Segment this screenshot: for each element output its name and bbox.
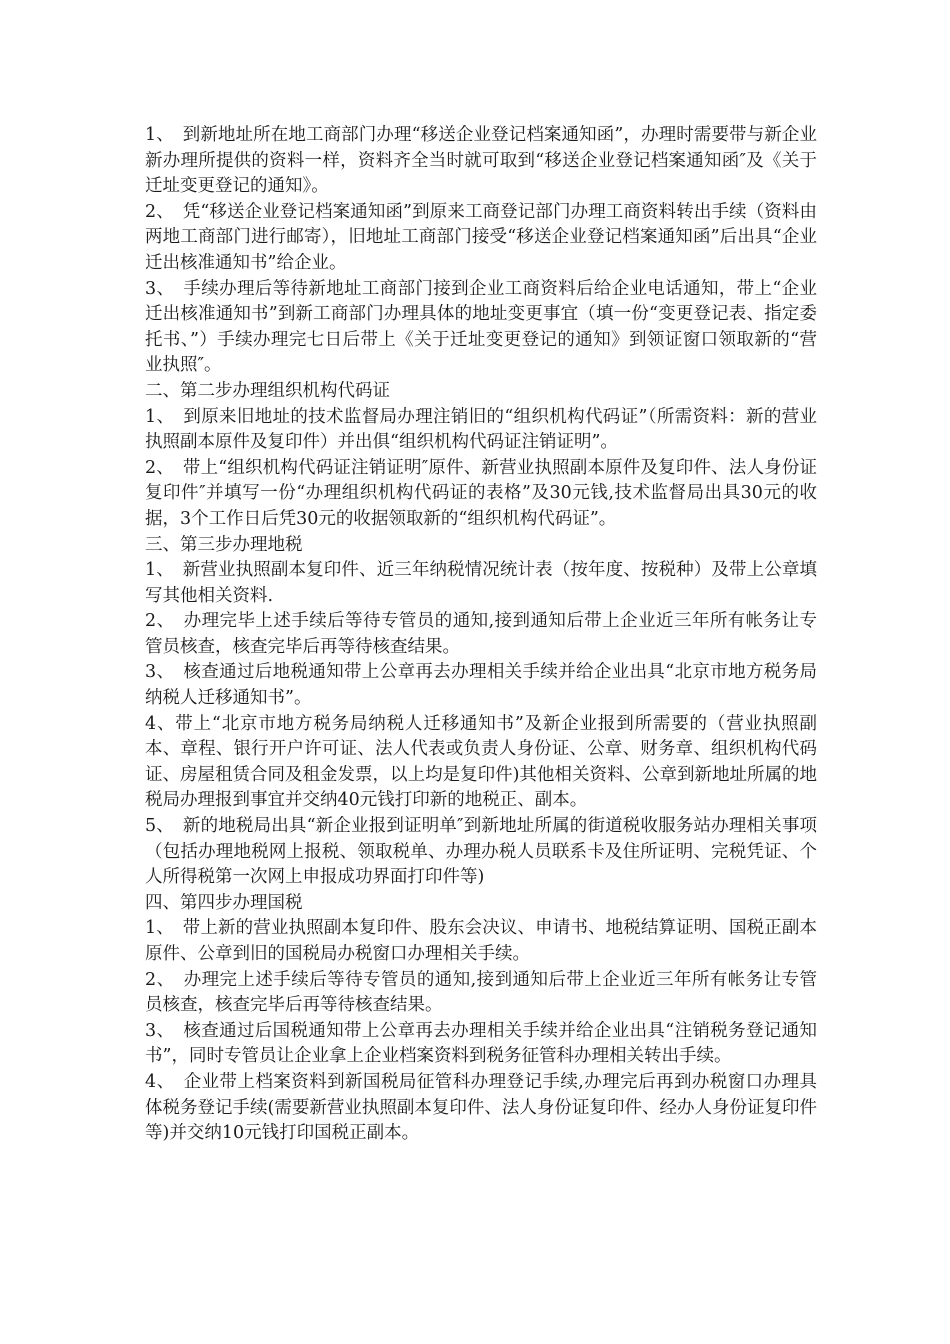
paragraph-step3-item3: 3、 核查通过后地税通知带上公章再去办理相关手续并给企业出具“北京市地方税务局纳税人迁移通知书”。 <box>145 662 817 709</box>
paragraph-step1-item3: 3、 手续办理后等待新地址工商部门接到企业工商资料后给企业电话通知，带上“企业迁出核准通知书”到新工商部门办理具体的地址变更事宜（填一份“变更登记表、指定委托书、”）手续办理完七日后带上《关于迁址变更登记的通知》到领证窗口领取新的“营业执照″。 <box>145 278 817 376</box>
paragraph-step4-item1: 1、 带上新的营业执照副本复印件、股东会决议、申请书、地税结算证明、国税正副本原件、公章到旧的国税局办税窗口办理相关手续。 <box>145 918 817 964</box>
paragraph-step4-item4: 4、 企业带上档案资料到新国税局征管科办理登记手续,办理完后再到办税窗口办理具体税务登记手续(需要新营业执照副本复印件、法人身份证复印件、经办人身份证复印件等)并交纳10元钱打印国税正副本。 <box>145 1071 817 1144</box>
paragraph-step4-item2: 2、 办理完上述手续后等待专管员的通知,接到通知后带上企业近三年所有帐务让专管员核查，核查完毕后再等待核查结果。 <box>145 969 817 1016</box>
paragraph-step1-item1: 1、 到新地址所在地工商部门办理“移送企业登记档案通知函”，办理时需要带与新企业新办理所提供的资料一样，资料齐全当时就可取到“移送企业登记档案通知函″及《关于迁址变更登记的通知》。 <box>145 125 817 197</box>
section-heading-step4: 四、第四步办理国税 <box>145 892 303 913</box>
section-heading-step3: 三、第三步办理地税 <box>145 534 303 555</box>
paragraph-step4-item3: 3、 核查通过后国税通知带上公章再去办理相关手续并给企业出具“注销税务登记通知书”，同时专管员让企业拿上企业档案资料到税务征管科办理相关转出手续。 <box>145 1020 817 1067</box>
paragraph-step2-item2: 2、 带上“组织机构代码证注销证明″原件、新营业执照副本原件及复印件、法人身份证复印件″并填写一份“办理组织机构代码证的表格”及30元钱,技术监督局出具30元的收据，3个工作日后凭30元的收据领取新的“组织机构代码证”。 <box>145 457 817 529</box>
paragraph-step3-item1: 1、 新营业执照副本复印件、近三年纳税情况统计表（按年度、按税种）及带上公章填写其他相关资料. <box>145 560 817 606</box>
section-heading-step2: 二、第二步办理组织机构代码证 <box>145 380 390 401</box>
paragraph-step1-item2: 2、 凭“移送企业登记档案通知函”到原来工商登记部门办理工商资料转出手续（资料由两地工商部门进行邮寄），旧地址工商部门接受“移送企业登记档案通知函”后出具“企业迁出核准通知书”给企业。 <box>145 201 817 273</box>
paragraph-step3-item4: 4、带上“北京市地方税务局纳税人迁移通知书”及新企业报到所需要的（营业执照副本、章程、银行开户许可证、法人代表或负责人身份证、公章、财务章、组织机构代码证、房屋租赁合同及租金发票，以上均是复印件)其他相关资料、公章到新地址所属的地税局办理报到事宜并交纳40元钱打印新的地税正、副本。 <box>145 713 817 811</box>
paragraph-step3-item2: 2、 办理完毕上述手续后等待专管员的通知,接到通知后带上企业近三年所有帐务让专管员核查，核查完毕后再等待核查结果。 <box>145 611 817 657</box>
paragraph-step2-item1: 1、 到原来旧地址的技术监督局办理注销旧的“组织机构代码证”（所需资料：新的营业执照副本原件及复印件）并出俱“组织机构代码证注销证明”。 <box>145 406 817 453</box>
document-body <box>145 123 817 1147</box>
paragraph-step3-item5: 5、 新的地税局出具“新企业报到证明单″到新地址所属的街道税收服务站办理相关事项（包括办理地税网上报税、领取税单、办理办税人员联系卡及住所证明、完税凭证、个人所得税第一次网上申报成功界面打印件等) <box>145 816 817 888</box>
